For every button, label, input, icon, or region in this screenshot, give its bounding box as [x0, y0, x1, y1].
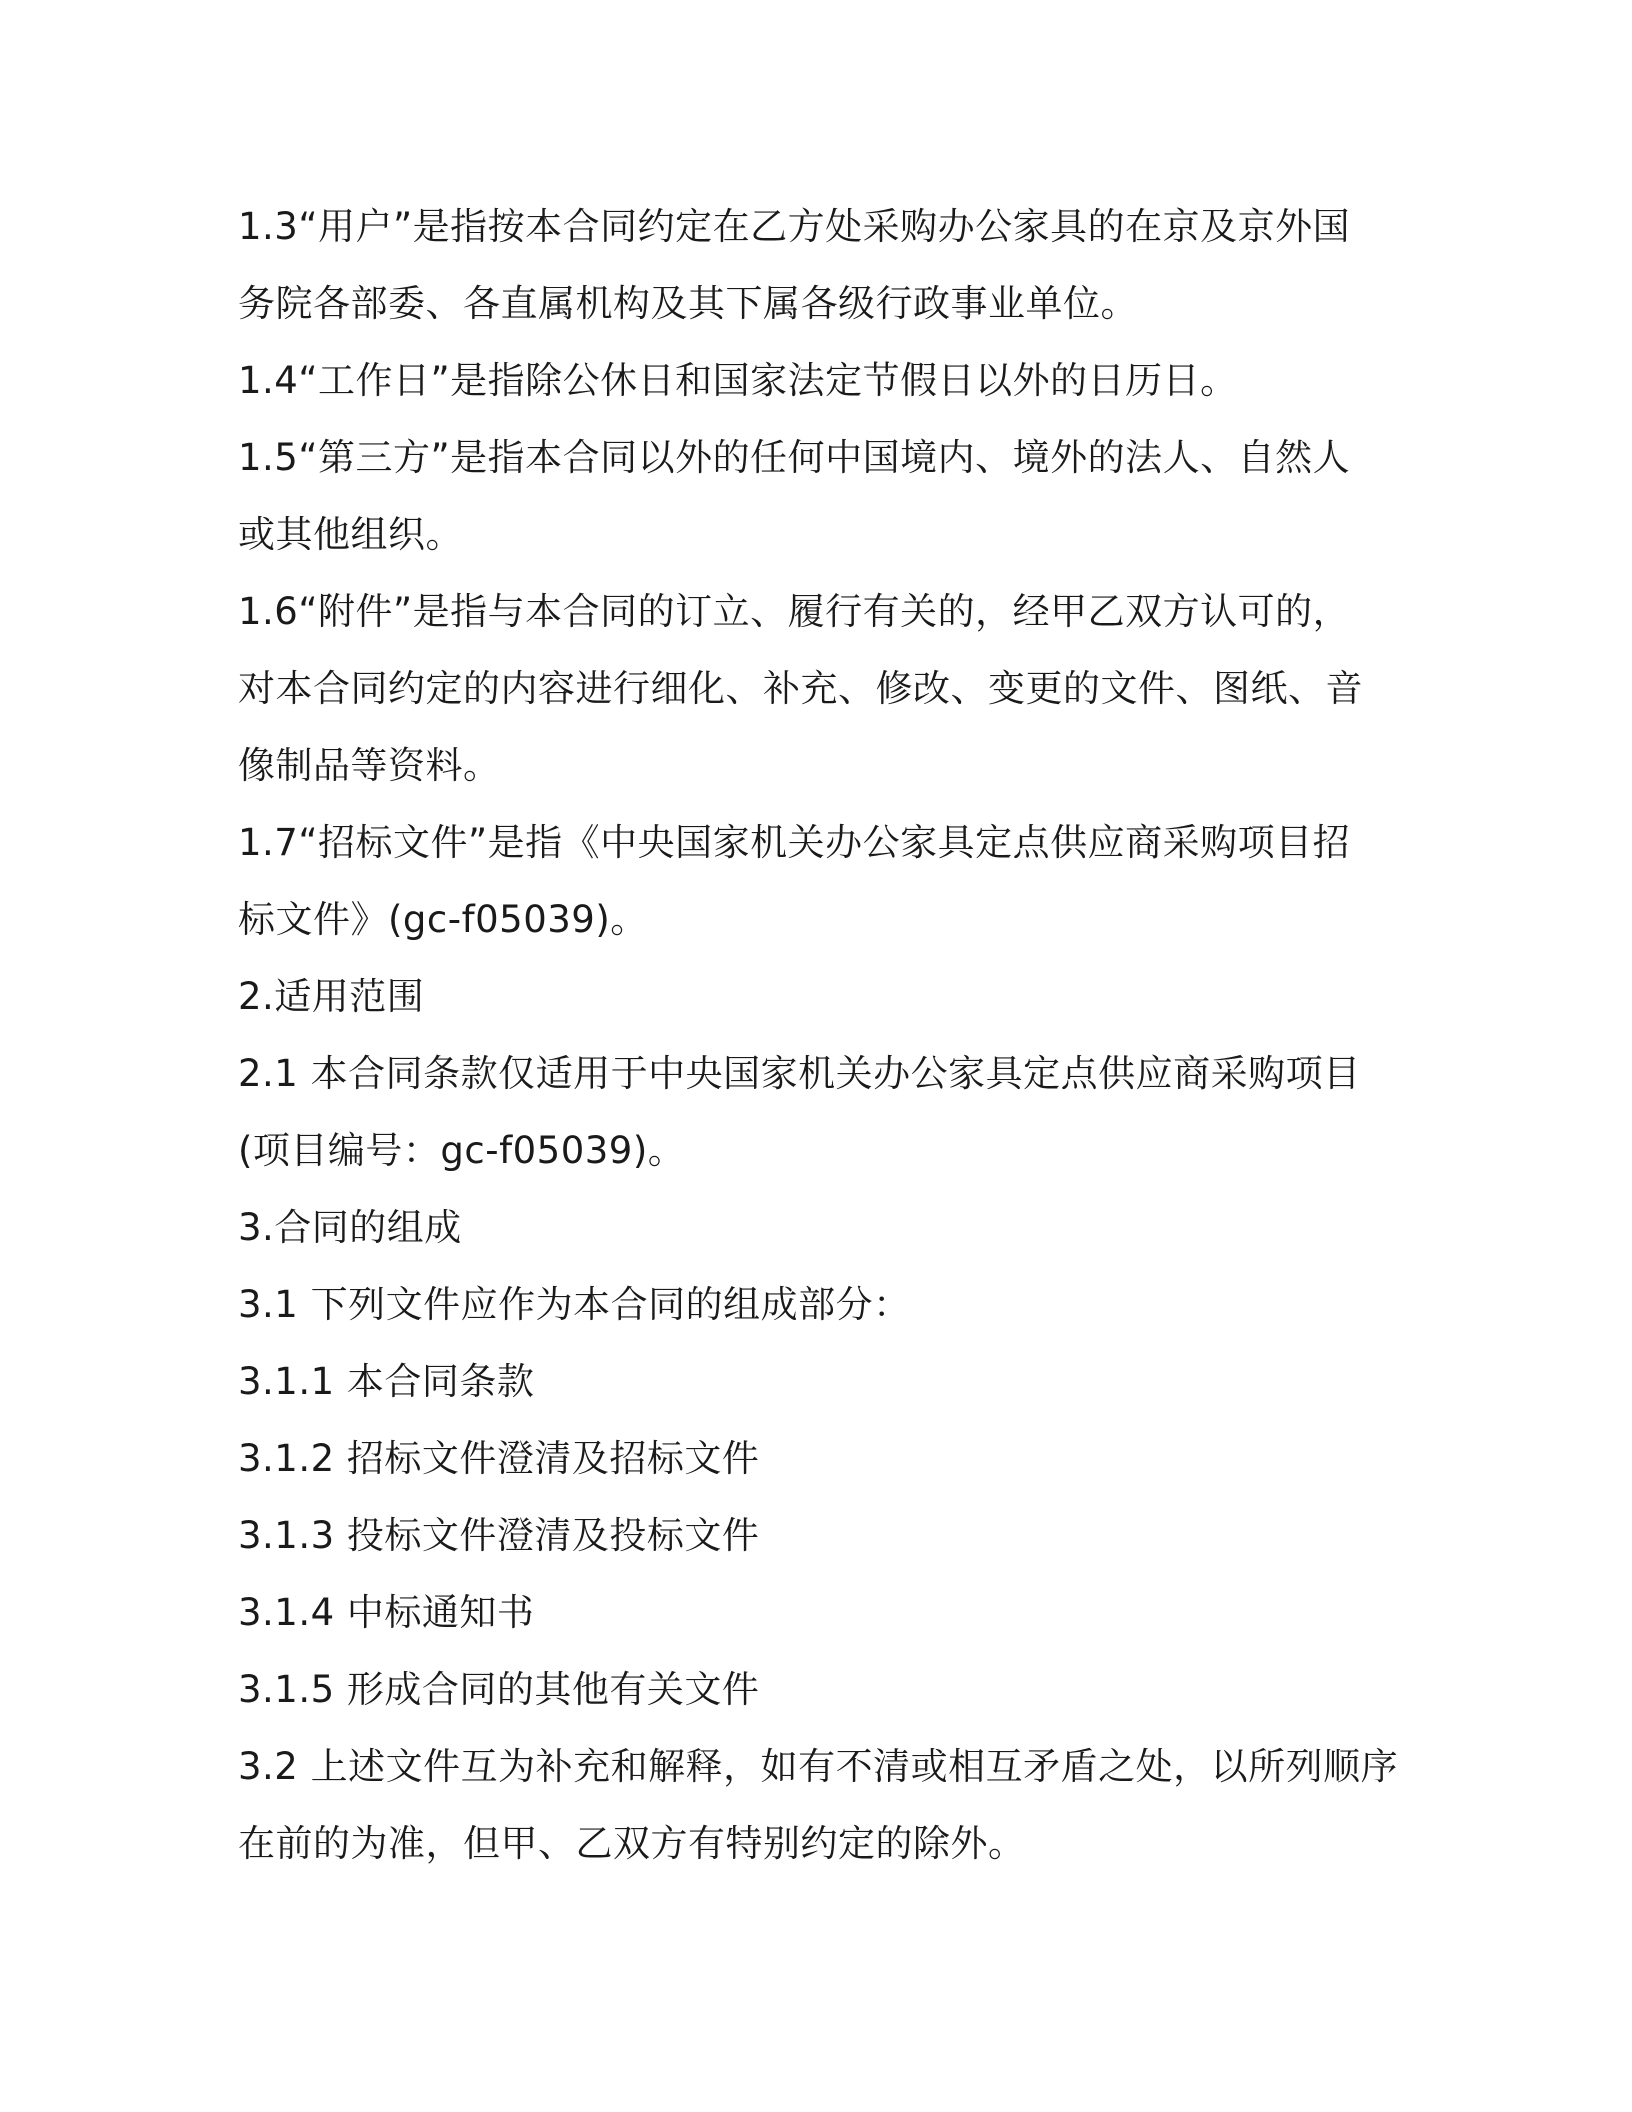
clause-1-5-line-1: 1.5“第三方”是指本合同以外的任何中国境内、境外的法人、自然人: [238, 436, 1351, 479]
clause-1-5-line-2: 或其他组织。: [238, 513, 463, 556]
clause-3-2-line-2: 在前的为准，但甲、乙双方有特别约定的除外。: [238, 1822, 1026, 1865]
clause-2-1-line-1: 2.1 本合同条款仅适用于中央国家机关办公家具定点供应商采购项目: [238, 1052, 1361, 1095]
clause-3-1-2: 3.1.2 招标文件澄清及招标文件: [238, 1437, 760, 1480]
clause-1-3-line-2: 务院各部委、各直属机构及其下属各级行政事业单位。: [238, 282, 1138, 325]
clause-3-1-5: 3.1.5 形成合同的其他有关文件: [238, 1668, 760, 1711]
document-body: [238, 188, 1398, 1882]
clause-3-1-3: 3.1.3 投标文件澄清及投标文件: [238, 1514, 760, 1557]
clause-1-7-line-2: 标文件》(gc-f05039)。: [238, 898, 648, 941]
clause-1-6-line-3: 像制品等资料。: [238, 744, 501, 787]
clause-1-7-line-1: 1.7“招标文件”是指《中央国家机关办公家具定点供应商采购项目招: [238, 821, 1351, 864]
clause-2-1-line-2: (项目编号：gc-f05039)。: [238, 1129, 686, 1172]
clause-1-6-line-2: 对本合同约定的内容进行细化、补充、修改、变更的文件、图纸、音: [238, 667, 1363, 710]
clause-1-3-line-1: 1.3“用户”是指按本合同约定在乙方处采购办公家具的在京及京外国: [238, 205, 1351, 248]
section-3-heading: 3.合同的组成: [238, 1206, 462, 1249]
clause-3-1-1: 3.1.1 本合同条款: [238, 1360, 535, 1403]
clause-1-4: 1.4“工作日”是指除公休日和国家法定节假日以外的日历日。: [238, 359, 1238, 402]
clause-3-1-4: 3.1.4 中标通知书: [238, 1591, 535, 1634]
clause-1-6-line-1: 1.6“附件”是指与本合同的订立、履行有关的，经甲乙双方认可的，: [238, 590, 1351, 633]
clause-3-2-line-1: 3.2 上述文件互为补充和解释，如有不清或相互矛盾之处，以所列顺序: [238, 1745, 1399, 1788]
clause-3-1: 3.1 下列文件应作为本合同的组成部分：: [238, 1283, 911, 1326]
section-2-heading: 2.适用范围: [238, 975, 425, 1018]
